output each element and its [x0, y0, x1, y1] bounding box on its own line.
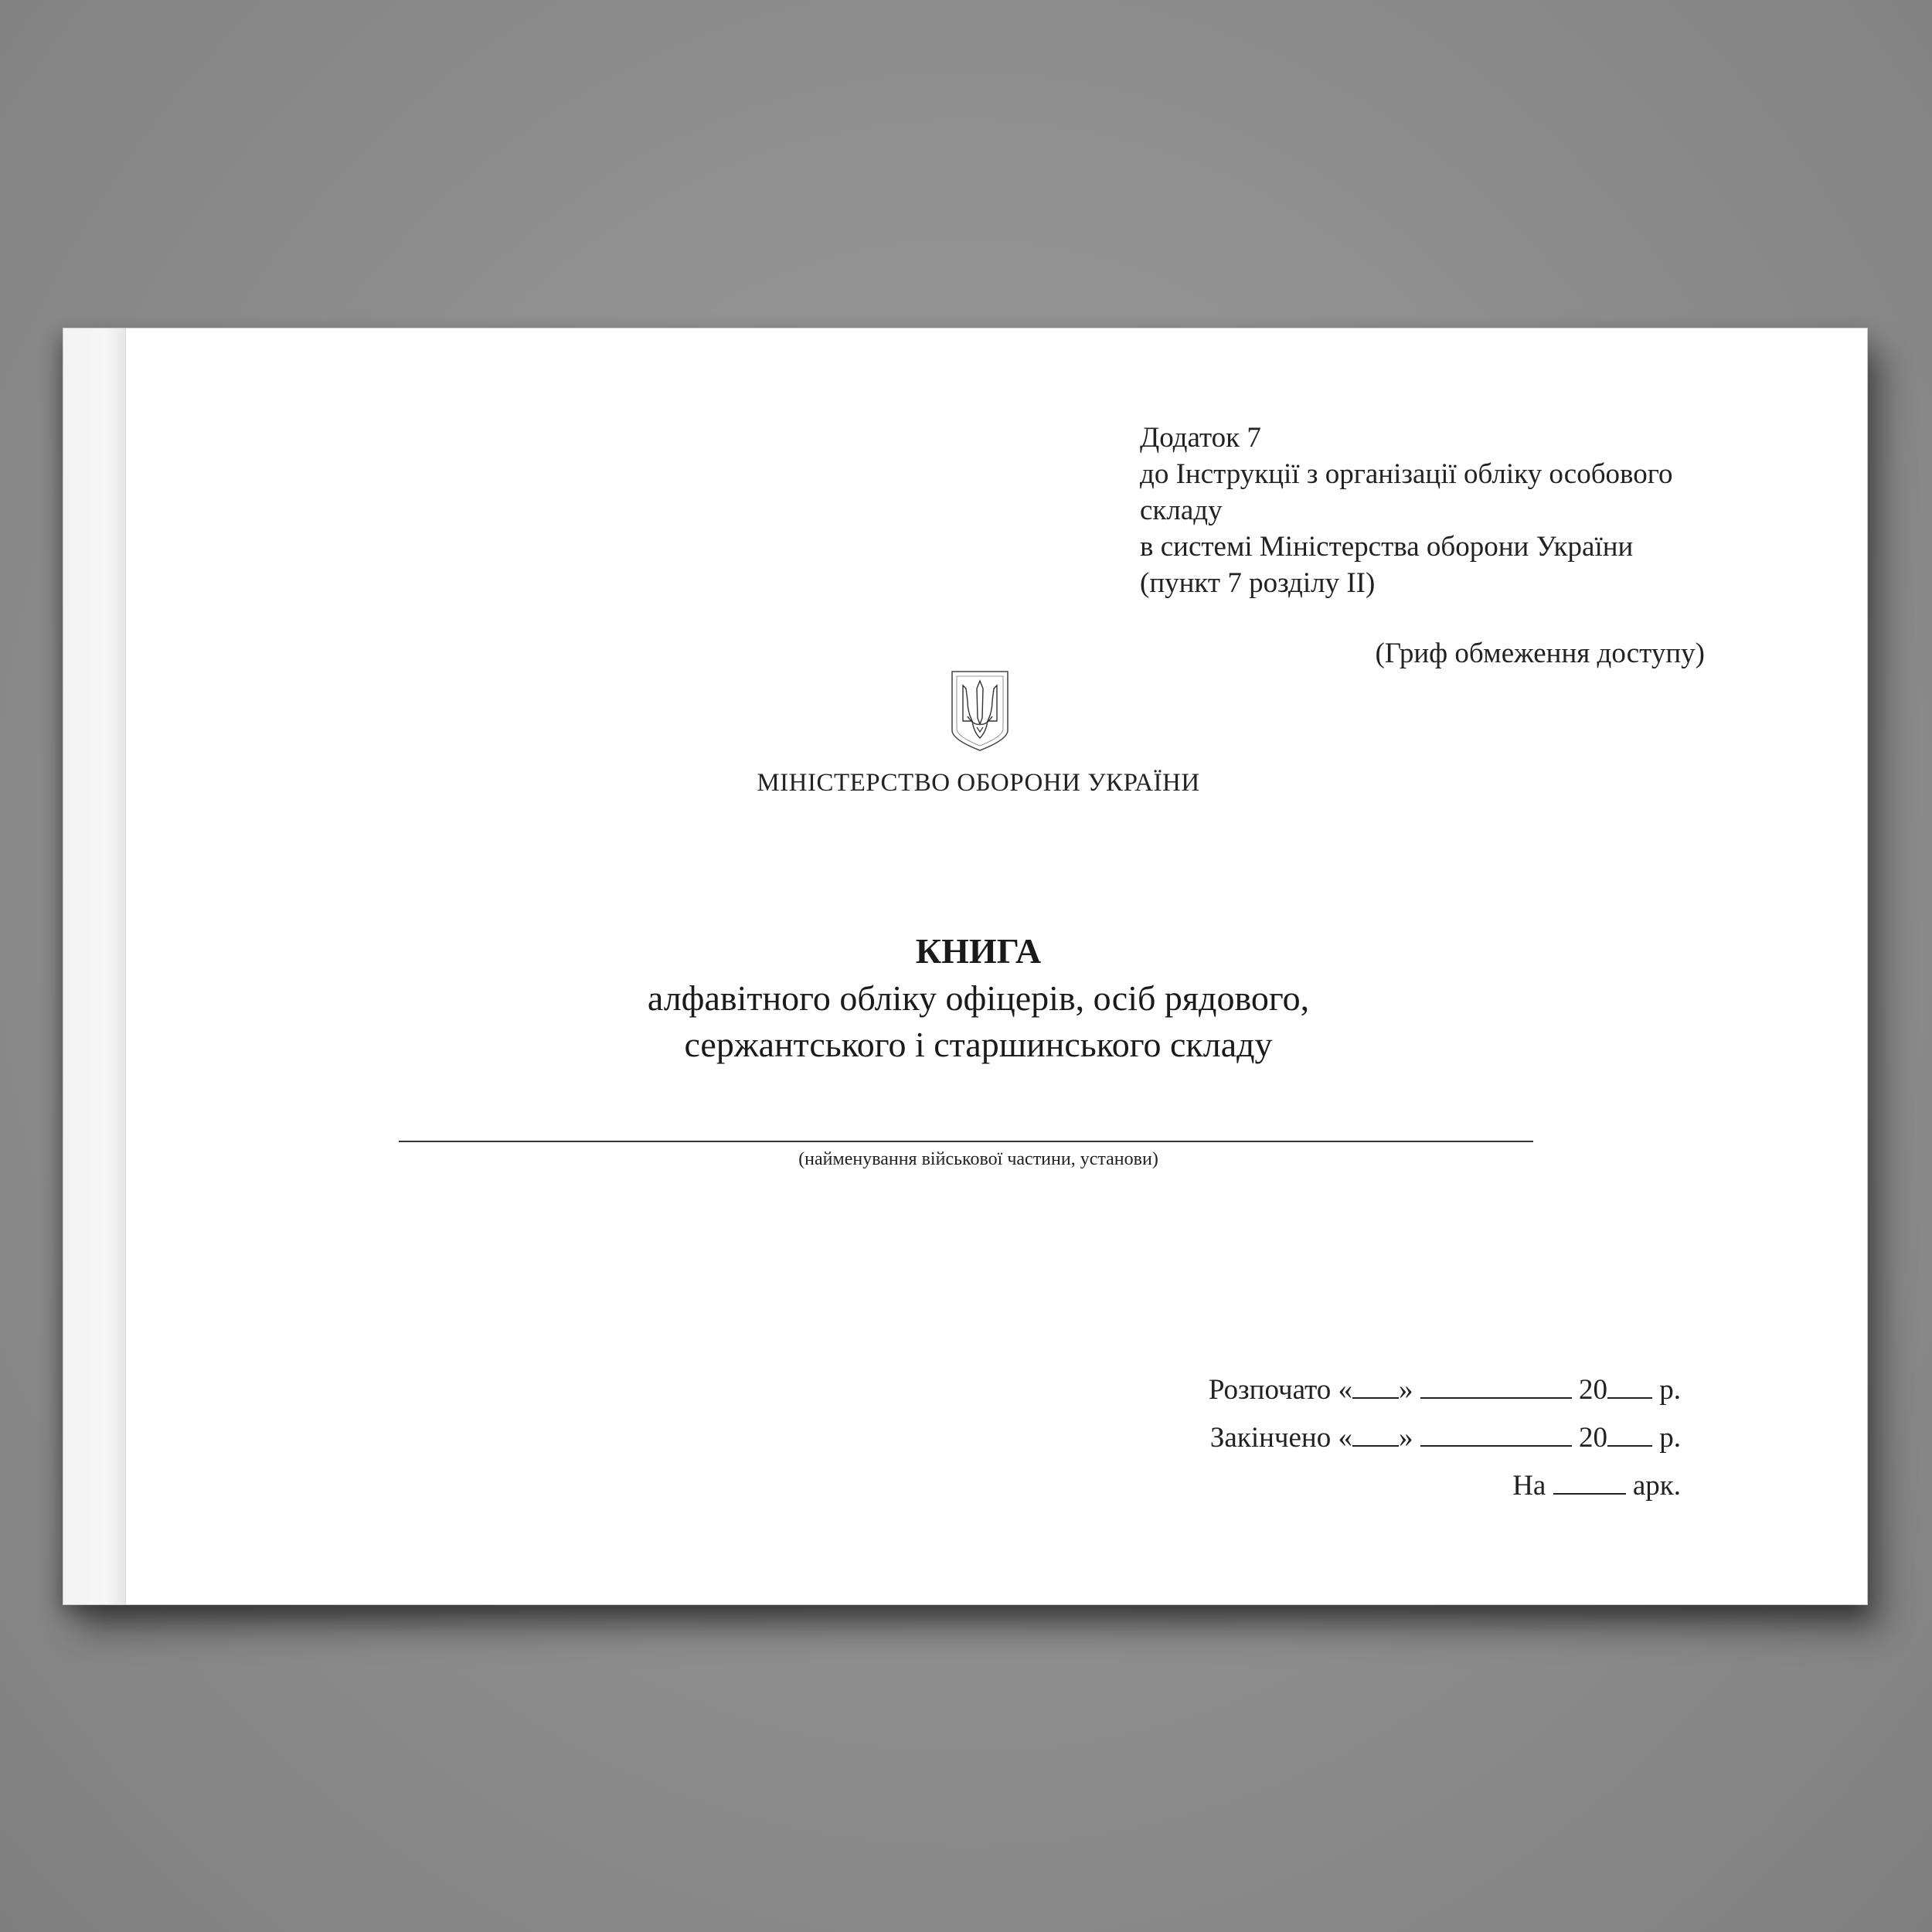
unit-name-caption: (найменування військової частини, установи) [798, 1149, 1158, 1169]
started-row [1209, 1366, 1681, 1414]
appendix-line: Додаток 7 [1140, 422, 1261, 454]
started-month-field[interactable] [1420, 1374, 1572, 1399]
finished-year-field[interactable] [1607, 1422, 1652, 1447]
access-classification: (Гриф обмеження доступу) [1375, 638, 1705, 669]
year-prefix: 20 [1579, 1422, 1607, 1454]
appendix-line: складу [1140, 495, 1223, 526]
open-quote: « [1338, 1374, 1352, 1406]
finished-label: Закінчено [1209, 1422, 1332, 1454]
started-day-field[interactable] [1352, 1374, 1399, 1399]
sheets-label: На [1512, 1470, 1546, 1502]
appendix-note [1140, 420, 1758, 601]
year-suffix: р. [1659, 1422, 1681, 1454]
started-year-field[interactable] [1607, 1374, 1652, 1399]
title-subtitle-line: сержантського і старшинського складу [684, 1025, 1273, 1064]
ministry-name: МІНІСТЕРСТВО ОБОРОНИ УКРАЇНИ [757, 769, 1200, 797]
trident-coat-of-arms-icon [951, 670, 1009, 752]
appendix-line: до Інструкції з організації обліку особового [1140, 458, 1673, 490]
finished-day-field[interactable] [1352, 1422, 1399, 1447]
sheets-count-field[interactable] [1553, 1470, 1626, 1495]
year-suffix: р. [1659, 1374, 1681, 1406]
title-subtitle-line: алфавітного обліку офіцерів, осіб рядового, [647, 978, 1310, 1018]
finished-row [1209, 1414, 1681, 1462]
dates-block [1209, 1366, 1681, 1510]
title-main: КНИГА [915, 931, 1042, 971]
finished-month-field[interactable] [1420, 1422, 1572, 1447]
close-quote: » [1399, 1374, 1413, 1406]
sheets-suffix: арк. [1632, 1470, 1681, 1502]
open-quote: « [1338, 1422, 1352, 1454]
appendix-line: в системі Міністерства оборони України [1140, 531, 1634, 563]
book-cover [63, 328, 1867, 1604]
started-label: Розпочато [1208, 1374, 1332, 1406]
sheets-row [1209, 1462, 1681, 1510]
unit-name-field[interactable] [399, 1141, 1533, 1142]
close-quote: » [1399, 1422, 1413, 1454]
book-title [63, 927, 1893, 1068]
year-prefix: 20 [1579, 1374, 1607, 1406]
appendix-line: (пункт 7 розділу II) [1140, 567, 1376, 599]
